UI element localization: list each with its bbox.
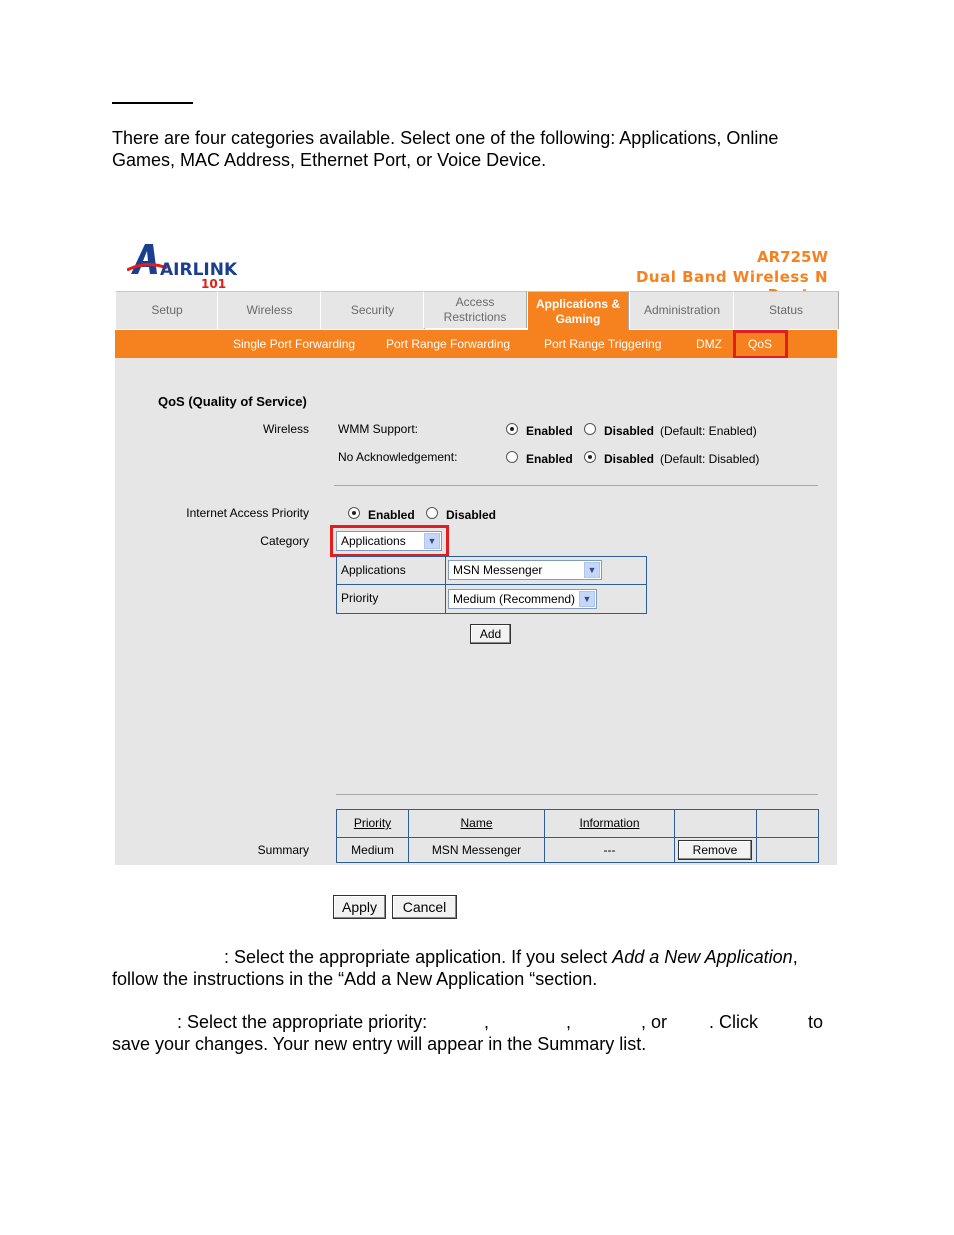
- intro-text: [112, 127, 778, 171]
- tab-label: Setup: [151, 303, 183, 317]
- summary-header-name[interactable]: [408, 809, 545, 838]
- para1-end: ,: [792, 947, 798, 967]
- category-value: Applications: [341, 534, 406, 548]
- logo-text: AIRLINK: [160, 260, 237, 280]
- category-label: Category: [260, 534, 309, 548]
- iap-enabled-radio[interactable]: [348, 507, 360, 519]
- cancel-button[interactable]: [392, 895, 457, 919]
- noack-disabled-label: Disabled: [604, 452, 655, 466]
- tab-label: Access Restrictions: [443, 295, 507, 324]
- para2-comma-2: ,: [566, 1012, 572, 1032]
- logo-sub-text: 101: [201, 277, 227, 290]
- tab-label: Status: [768, 303, 804, 317]
- para1-text: : Select the appropriate application. If you select: [224, 947, 613, 967]
- summary-label: Summary: [257, 843, 309, 857]
- subtab-port-range-triggering[interactable]: Port Range Triggering: [544, 337, 662, 351]
- divider: [334, 485, 818, 486]
- summary-header-label: Priority: [353, 816, 392, 830]
- summary-cell-priority: [336, 837, 409, 863]
- noack-enabled-radio[interactable]: [506, 451, 518, 463]
- wmm-enabled-label: Enabled: [526, 424, 573, 438]
- summary-cell-text: Medium: [351, 843, 394, 857]
- summary-header-label: Name: [460, 816, 493, 830]
- intro-line-2: Games, MAC Address, Ethernet Port, or Voice Device.: [112, 150, 547, 170]
- tab-access-restrictions[interactable]: [423, 291, 527, 328]
- add-button[interactable]: [470, 624, 511, 644]
- tab-status[interactable]: [733, 291, 839, 329]
- wmm-disabled-label: Disabled: [604, 424, 655, 438]
- chevron-down-icon[interactable]: ▼: [424, 533, 440, 549]
- para2-comma-1: ,: [484, 1012, 490, 1032]
- wireless-label: Wireless: [262, 422, 309, 436]
- sub-tabs: [115, 330, 837, 358]
- wmm-label: WMM Support:: [338, 422, 419, 436]
- summary-cell-name: [408, 837, 545, 863]
- category-highlight-box: [330, 525, 449, 557]
- tab-applications-gaming[interactable]: [527, 291, 629, 331]
- tab-label: Applications & Gaming: [535, 296, 620, 326]
- para1-line1: [224, 946, 798, 968]
- priority-label: Priority: [341, 591, 379, 605]
- add-button-label: Add: [479, 627, 502, 641]
- apply-button-label: Apply: [341, 899, 378, 915]
- tab-security[interactable]: [320, 291, 425, 329]
- main-tabs: [115, 291, 837, 330]
- applications-select[interactable]: [448, 560, 602, 580]
- noack-enabled-label: Enabled: [526, 452, 573, 466]
- model-name: AR725W: [756, 248, 828, 266]
- para2-click: . Click: [709, 1012, 758, 1032]
- qos-content: [115, 358, 837, 865]
- summary-divider: [336, 794, 818, 795]
- priority-label-cell: [336, 584, 446, 614]
- subtab-single-port-forwarding[interactable]: Single Port Forwarding: [233, 337, 356, 351]
- cancel-button-label: Cancel: [402, 899, 447, 915]
- iap-disabled-label: Disabled: [446, 508, 497, 522]
- summary-cell-empty: [756, 837, 819, 863]
- tab-wireless[interactable]: [217, 291, 322, 329]
- para2-or: , or: [641, 1012, 668, 1032]
- airlink-logo: [127, 240, 237, 290]
- noack-default-note: (Default: Disabled): [660, 452, 760, 466]
- heading-underline: [112, 102, 193, 104]
- subtab-qos[interactable]: QoS: [748, 337, 773, 351]
- chevron-down-icon[interactable]: ▼: [584, 562, 600, 578]
- para2-intro: : Select the appropriate priority:: [177, 1012, 428, 1032]
- para1-line2: follow the instructions in the “Add a New Application “section.: [112, 969, 598, 989]
- summary-header-information[interactable]: [544, 809, 675, 838]
- subtab-dmz[interactable]: DMZ: [696, 337, 722, 351]
- tab-label: Wireless: [246, 303, 293, 317]
- remove-button-label: Remove: [692, 843, 738, 857]
- qos-highlight-box: [733, 330, 788, 359]
- summary-cell-text: ---: [603, 843, 616, 857]
- noack-disabled-radio[interactable]: [584, 451, 596, 463]
- model-description: Dual Band Wireless N: [635, 268, 828, 286]
- priority-select[interactable]: [448, 589, 597, 609]
- subtab-port-range-forwarding[interactable]: Port Range Forwarding: [386, 337, 511, 351]
- summary-header-label: Information: [579, 816, 640, 830]
- summary-cell-text: MSN Messenger: [431, 843, 522, 857]
- priority-value: Medium (Recommend): [453, 592, 576, 606]
- apply-button[interactable]: [333, 895, 386, 919]
- tab-label: Security: [350, 303, 395, 317]
- iap-enabled-label: Enabled: [368, 508, 415, 522]
- summary-header-empty: [674, 809, 757, 838]
- apps-label-cell: [336, 556, 446, 585]
- para2-line2: save your changes. Your new entry will appear in the Summary list.: [112, 1034, 647, 1054]
- summary-cell-information: [544, 837, 675, 863]
- section-title: QoS (Quality of Service): [158, 394, 307, 409]
- iap-label: Internet Access Priority: [186, 506, 309, 520]
- wmm-enabled-radio[interactable]: [506, 423, 518, 435]
- remove-button[interactable]: [678, 840, 752, 860]
- summary-header-empty: [756, 809, 819, 838]
- iap-disabled-radio[interactable]: [426, 507, 438, 519]
- tab-setup[interactable]: [115, 291, 219, 329]
- intro-line-1: There are four categories available. Select one of the following: Applications, Online: [112, 128, 779, 148]
- chevron-down-icon[interactable]: ▼: [579, 591, 595, 607]
- para1-italic: Add a New Application: [612, 947, 793, 967]
- noack-label: No Acknowledgement:: [338, 450, 458, 464]
- tab-label: Administration: [643, 303, 721, 317]
- tab-administration[interactable]: [629, 291, 735, 329]
- apps-value: MSN Messenger: [453, 563, 543, 577]
- apps-label: Applications: [341, 563, 406, 577]
- summary-header-priority[interactable]: [336, 809, 409, 838]
- wmm-disabled-radio[interactable]: [584, 423, 596, 435]
- wmm-default-note: (Default: Enabled): [660, 424, 757, 438]
- para2-to: to: [808, 1012, 824, 1032]
